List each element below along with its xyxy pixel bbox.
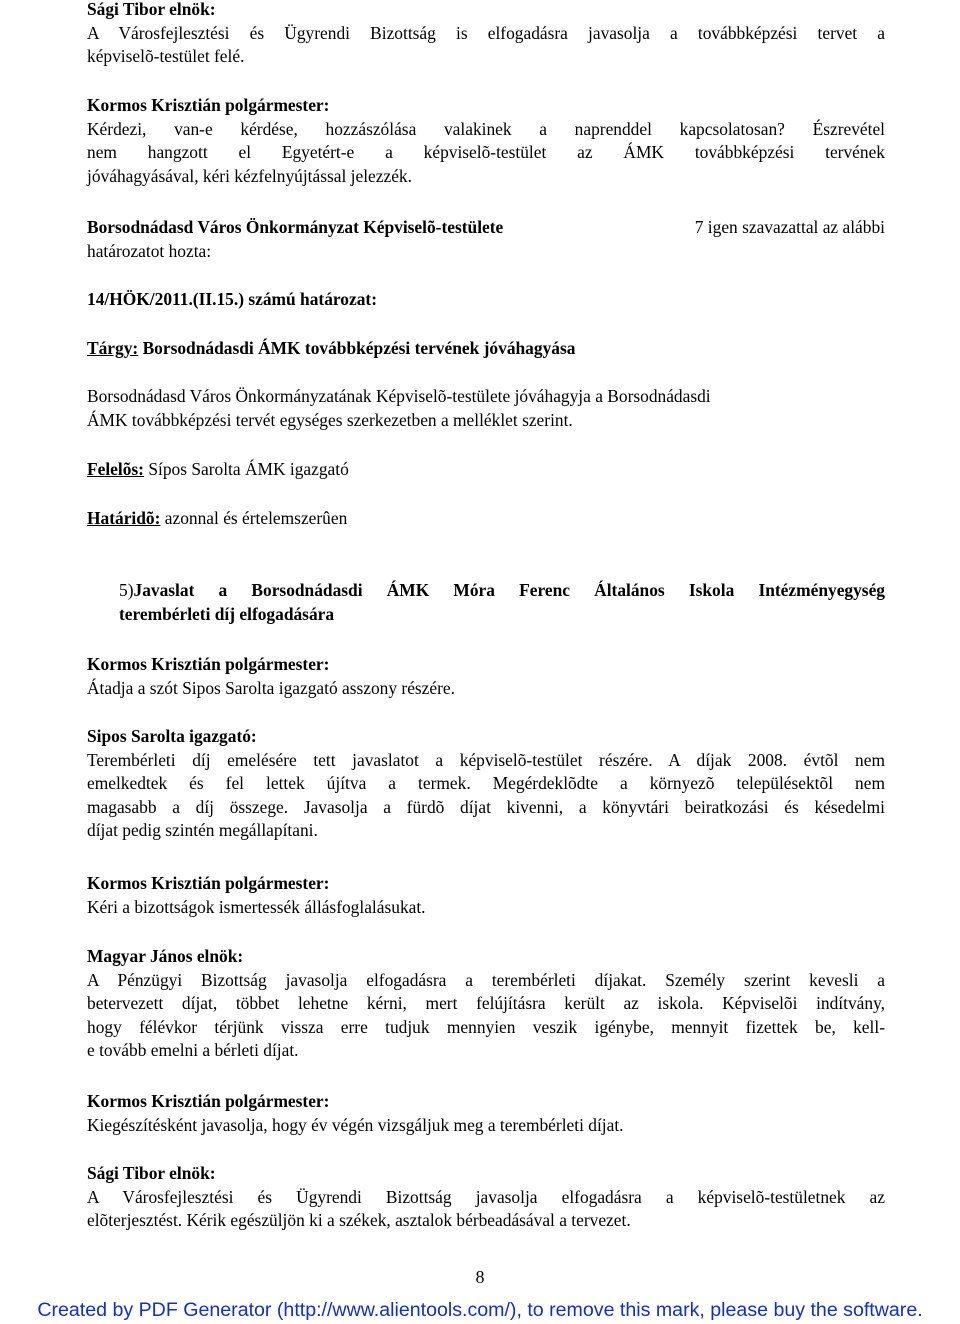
speaker-name: Kormos Krisztián polgármester: xyxy=(87,654,330,674)
resolution-line: Borsodnádasd Város Önkormányzatának Képviselõ-testülete jóváhagyja a Borsodnádasdi xyxy=(87,386,711,406)
speech-line: A Városfejlesztési és Ügyrendi Bizottság javasolja elfogadásra a képviselõ-testületnek az xyxy=(87,1186,885,1207)
speech-block-kormos-4 xyxy=(87,1090,885,1137)
deadline-value: azonnal és értelemszerûen xyxy=(164,508,348,528)
speech-line: elõterjesztést. Kérik egészüljön ki a székek, asztalok bérbeadásával a tervezet. xyxy=(87,1210,631,1230)
speaker-name: Kormos Krisztián polgármester: xyxy=(87,1091,330,1111)
vote-body: Borsodnádasd Város Önkormányzat Képviselõ-testülete xyxy=(87,217,504,237)
speaker-name: Sipos Sarolta igazgató: xyxy=(87,726,257,746)
speech-line: A Pénzügyi Bizottság javasolja elfogadásra a terembérleti díjakat. Személy szerint kevesli a xyxy=(87,969,885,990)
speaker-name: Magyar János elnök: xyxy=(87,946,244,966)
speaker-name: Sági Tibor elnök: xyxy=(87,0,216,19)
speech-line: betervezett díjat, többet lehetne kérni, mert felújításra került az iskola. Képviselõi indítvány, xyxy=(87,993,885,1013)
speech-block-sagi-1 xyxy=(87,0,885,69)
speech-line: Terembérleti díj emelésére tett javaslatot a képviselõ-testület részére. A díjak 2008. évtõl nem xyxy=(87,749,885,770)
speech-line: díjat pedig szintén megállapítani. xyxy=(87,820,318,840)
resolution-subject xyxy=(87,337,885,361)
vote-count: 7 igen szavazattal az alábbi xyxy=(694,217,885,237)
speech-block-sipos xyxy=(87,725,885,843)
speech-line: Átadja a szót Sipos Sarolta igazgató asszony részére. xyxy=(87,677,455,698)
speaker-name: Sági Tibor elnök: xyxy=(87,1163,216,1183)
resolution-number: 14/HÖK/2011.(II.15.) számú határozat: xyxy=(87,289,377,309)
agenda-title-line: terembérleti díj elfogadására xyxy=(119,603,335,624)
speech-line: jóváhagyásával, kéri kézfelnyújtással jelezzék. xyxy=(87,165,412,186)
resolution-body xyxy=(87,385,885,432)
agenda-item-5 xyxy=(119,579,885,626)
speech-line: Kiegészítésként javasolja, hogy év végén vizsgáljuk meg a terembérleti díjat. xyxy=(87,1114,624,1135)
agenda-title-line: 5)Javaslat a Borsodnádasdi ÁMK Móra Ferenc Általános Iskola Intézményegység xyxy=(119,580,885,600)
deadline-row xyxy=(87,507,885,531)
speech-line: magasabb a díj összege. Javasolja a fürdõ díjat kivenni, a könyvtári beiratkozási és késedelmi xyxy=(87,796,885,817)
speech-line: Kéri a bizottságok ismertessék állásfoglalásukat. xyxy=(87,896,426,917)
responsible-value: Sípos Sarolta ÁMK igazgató xyxy=(148,459,349,479)
page-number: 8 xyxy=(475,1267,485,1287)
speaker-name: Kormos Krisztián polgármester: xyxy=(87,95,330,115)
deadline-label: Határidõ: xyxy=(87,508,161,528)
speech-line: nem hangzott el Egyetért-e a képviselõ-testület az ÁMK továbbképzési tervének xyxy=(87,142,885,162)
responsible-label: Felelõs: xyxy=(87,459,144,479)
vote-line-2: határozatot hozta: xyxy=(87,240,212,261)
speech-block-kormos-3 xyxy=(87,872,885,919)
resolution-line: ÁMK továbbképzési tervét egységes szerkezetben a melléklet szerint. xyxy=(87,409,573,430)
vote-statement xyxy=(87,216,885,263)
speech-line: képviselõ-testület felé. xyxy=(87,46,245,66)
pdf-generator-watermark: Created by PDF Generator (http://www.alientools.com/), to remove this mark, please buy the software. xyxy=(37,1299,923,1321)
speech-block-sagi-2 xyxy=(87,1162,885,1233)
speech-line: emelkedtek és fel lettek újítva a termek. Megérdeklõdte a környezõ településektõl nem xyxy=(87,773,885,793)
speech-line: Kérdezi, van-e kérdése, hozzászólása valakinek a naprenddel kapcsolatosan? Észrevétel xyxy=(87,118,885,139)
speech-block-kormos-1 xyxy=(87,94,885,188)
subject-text: Borsodnádasdi ÁMK továbbképzési tervének jóváhagyása xyxy=(142,338,576,358)
speech-line: e tovább emelni a bérleti díjat. xyxy=(87,1040,299,1060)
speech-line: A Városfejlesztési és Ügyrendi Bizottság is elfogadásra javasolja a továbbképzési tervet a xyxy=(87,22,885,43)
speech-line: hogy félévkor térjünk vissza erre tudjuk mennyien veszik igénybe, mennyit fizettek be, kell- xyxy=(87,1016,885,1037)
speech-block-magyar xyxy=(87,945,885,1063)
speech-block-kormos-2 xyxy=(87,653,885,700)
speaker-name: Kormos Krisztián polgármester: xyxy=(87,873,330,893)
responsible-row xyxy=(87,458,885,482)
subject-label: Tárgy: xyxy=(87,338,139,358)
agenda-number: 5) xyxy=(119,580,134,600)
